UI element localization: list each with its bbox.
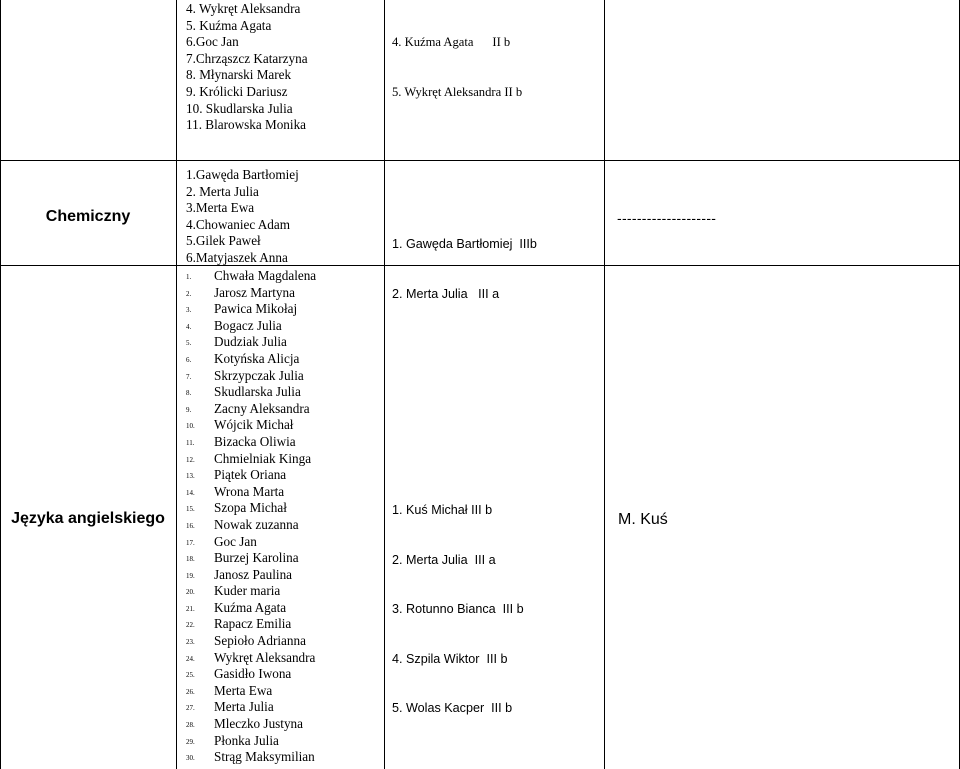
grid-line-col3 (604, 0, 605, 769)
top-students-list (186, 1, 376, 134)
list-item-name: Chwała Magdalena (214, 268, 317, 283)
list-item-number: 10. (186, 422, 195, 431)
list-item (186, 666, 381, 683)
list-item (186, 567, 381, 584)
list-item-name: Strąg Maksymilian (214, 749, 315, 765)
list-item-name: Kotyńska Alicja (214, 350, 300, 366)
list-item: 4.Chowaniec Adam (186, 216, 291, 232)
list-item-number: 1. (186, 273, 192, 281)
list-item-name: Skudlarska Julia (214, 384, 301, 400)
list-item: 1. Gawęda Bartłomiej IIIb (392, 237, 537, 251)
list-item (186, 616, 381, 633)
grid-line-col1 (176, 0, 177, 769)
list-item-number: 14. (186, 488, 195, 497)
list-item-number: 3. (186, 306, 192, 315)
list-item (186, 318, 381, 335)
list-item-name: Kuźma Agata (214, 599, 287, 615)
chemistry-winners-list (392, 203, 602, 319)
list-item-number: 27. (186, 704, 195, 713)
english-students-list (186, 268, 381, 766)
list-item: 5. Wolas Kacper III b (392, 701, 513, 715)
grid-line-top-section-bottom (0, 160, 960, 161)
list-item-number: 9. (186, 405, 192, 414)
list-item: 3. Rotunno Bianca III b (392, 602, 524, 616)
list-item: 7.Chrząszcz Katarzyna (186, 50, 308, 66)
list-item-number: 8. (186, 389, 192, 398)
list-item-number: 26. (186, 687, 195, 696)
list-item (186, 334, 381, 351)
list-item (186, 716, 381, 733)
list-item: 6.Goc Jan (186, 34, 239, 50)
list-item: 5.Gilek Paweł (186, 233, 261, 249)
list-item-name: Wójcik Michał (214, 417, 294, 433)
english-winners-list (392, 469, 602, 733)
list-item (186, 517, 381, 534)
list-item (186, 401, 381, 418)
list-item (186, 417, 381, 434)
list-item-number: 19. (186, 571, 195, 580)
grid-line-left (0, 0, 1, 769)
list-item (186, 484, 381, 501)
list-item-number: 21. (186, 604, 195, 613)
list-item-name: Rapacz Emilia (214, 616, 292, 632)
list-item (186, 633, 381, 650)
list-item-number: 17. (186, 538, 195, 547)
list-item: 4. Szpila Wiktor III b (392, 651, 508, 666)
list-item-number: 12. (186, 455, 195, 464)
list-item (186, 749, 381, 766)
list-item: 1. Kuś Michał III b (392, 503, 493, 517)
list-item (186, 500, 381, 517)
list-item-name: Skrzypczak Julia (214, 367, 304, 383)
list-item-number: 28. (186, 721, 195, 730)
list-item-name: Gasidło Iwona (214, 666, 292, 682)
list-item-name: Dudziak Julia (214, 334, 287, 350)
list-item: 5. Wykręt Aleksandra II b (392, 84, 523, 99)
list-item-number: 6. (186, 355, 192, 364)
list-item-number: 23. (186, 638, 195, 647)
list-item: 5. Kuźma Agata (186, 17, 272, 33)
list-item (186, 451, 381, 468)
list-item-name: Mleczko Justyna (214, 716, 303, 732)
list-item-number: 24. (186, 654, 195, 663)
list-item (186, 683, 381, 700)
list-item-number: 15. (186, 505, 195, 514)
list-item-number: 16. (186, 521, 195, 530)
list-item-name: Merta Ewa (214, 682, 273, 698)
list-item-name: Burzej Karolina (214, 550, 299, 566)
list-item-name: Szopa Michał (214, 500, 287, 516)
list-item-name: Chmielniak Kinga (214, 450, 312, 466)
list-item (186, 351, 381, 368)
list-item (186, 434, 381, 451)
list-item-name: Jarosz Martyna (214, 284, 295, 300)
list-item-number: 13. (186, 472, 195, 481)
list-item-name: Bogacz Julia (214, 317, 282, 333)
subject-english: Języka angielskiego (11, 510, 165, 527)
english-teacher: M. Kuś (618, 511, 668, 528)
list-item: 2. Merta Julia (186, 183, 259, 199)
list-item (186, 583, 381, 600)
list-item-name: Płonka Julia (214, 732, 279, 748)
list-item-number: 11. (186, 438, 195, 447)
list-item (186, 384, 381, 401)
list-item (186, 733, 381, 750)
list-item-number: 29. (186, 737, 195, 746)
list-item: 8. Młynarski Marek (186, 67, 292, 83)
list-item (186, 600, 381, 617)
chemistry-students-list (186, 167, 376, 267)
list-item-name: Bizacka Oliwia (214, 433, 296, 449)
list-item (186, 550, 381, 567)
list-item (186, 285, 381, 302)
list-item: 2. Merta Julia III a (392, 552, 496, 567)
chemistry-teacher: -------------------- (617, 210, 717, 226)
grid-line-col2 (384, 0, 385, 769)
list-item: 1.Gawęda Bartłomiej (186, 167, 299, 182)
list-item: 6.Matyjaszek Anna (186, 249, 288, 265)
list-item-number: 2. (186, 289, 192, 298)
list-item-name: Goc Jan (214, 533, 257, 549)
list-item-name: Zacny Aleksandra (214, 400, 310, 416)
list-item: 9. Królicki Dariusz (186, 83, 288, 99)
list-item (186, 650, 381, 667)
list-item-name: Nowak zuzanna (214, 516, 299, 532)
list-item: 3.Merta Ewa (186, 200, 255, 216)
list-item-number: 25. (186, 671, 195, 680)
list-item: 11. Blarowska Monika (186, 117, 307, 133)
subject-chemistry: Chemiczny (45, 208, 131, 225)
list-item-name: Wykręt Aleksandra (214, 649, 316, 665)
list-item (186, 534, 381, 551)
list-item: 10. Skudlarska Julia (186, 100, 293, 116)
list-item-number: 22. (186, 621, 195, 630)
list-item-number: 30. (186, 754, 195, 763)
list-item-number: 4. (186, 322, 192, 331)
list-item-number: 5. (186, 339, 192, 348)
list-item-number: 18. (186, 555, 195, 564)
list-item: 4. Wykręt Aleksandra (186, 1, 301, 16)
list-item (186, 368, 381, 385)
list-item-number: 20. (186, 588, 195, 597)
list-item-name: Merta Julia (214, 699, 274, 715)
list-item (186, 268, 381, 285)
list-item-name: Piątek Oriana (214, 467, 287, 483)
list-item-name: Pawica Mikołaj (214, 301, 298, 317)
list-item-name: Kuder maria (214, 583, 281, 599)
list-item (186, 699, 381, 716)
list-item-number: 7. (186, 372, 192, 381)
list-item-name: Sepioło Adrianna (214, 633, 306, 649)
list-item (186, 467, 381, 484)
list-item-name: Wrona Marta (214, 483, 285, 499)
top-winners-list (392, 1, 602, 117)
list-item (186, 301, 381, 318)
list-item: 2. Merta Julia III a (392, 286, 500, 301)
list-item-name: Janosz Paulina (214, 566, 293, 582)
list-item: 4. Kuźma Agata II b (392, 35, 511, 49)
